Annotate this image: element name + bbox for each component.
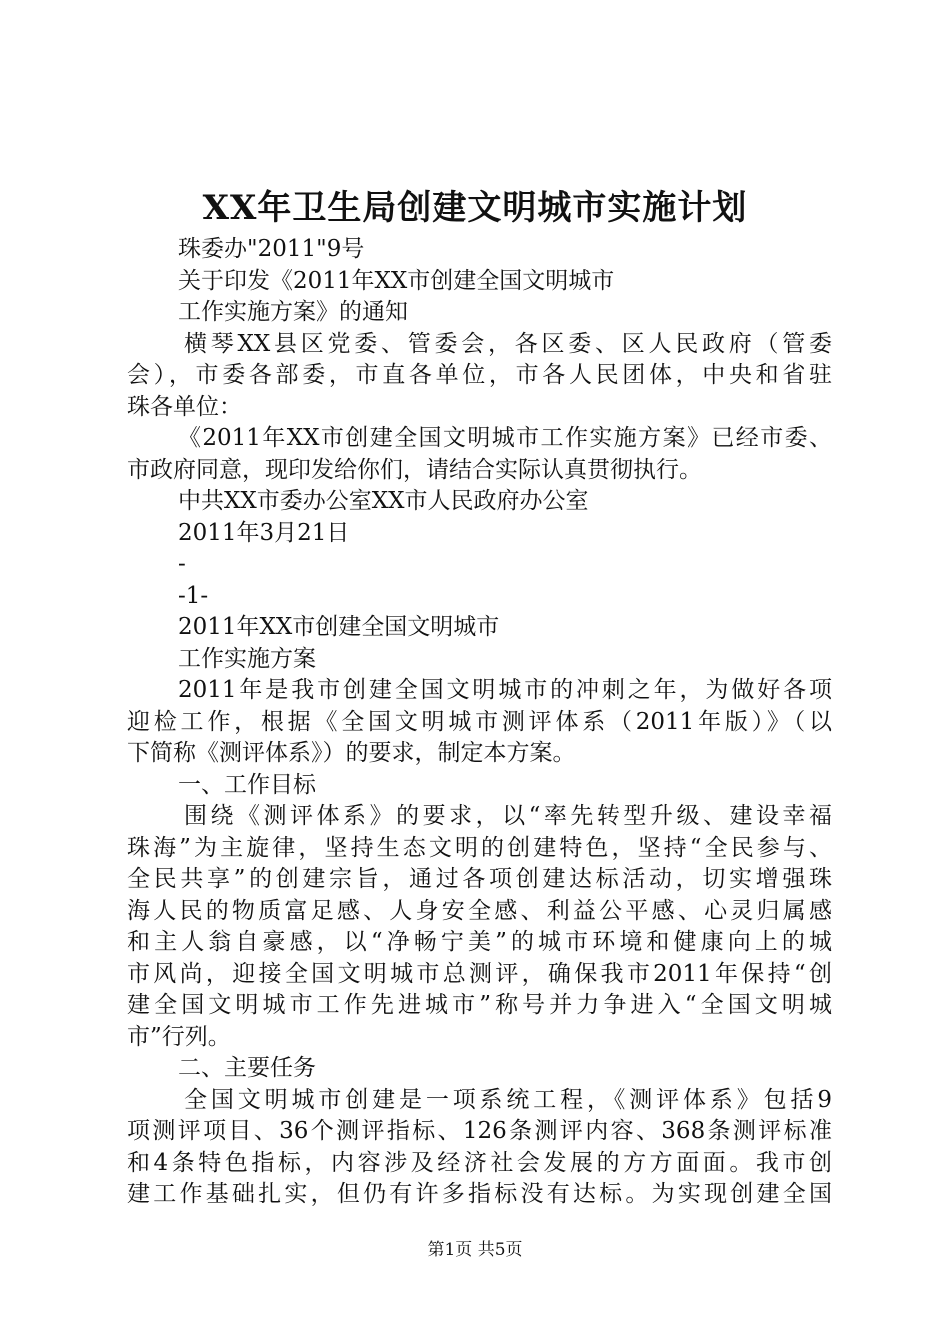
page-marker: -1- [178,582,209,609]
separator-dash: - [178,551,186,577]
recipients-line: 横琴XX县区党委、管委会，各区委、区人民政府（管委 [184,330,832,357]
recipients-line: 会），市委各部委，市直各单位，市各人民团体，中央和省驻 [127,362,832,388]
goals-paragraph-line: 市风尚，迎接全国文明城市总测评，确保我市2011年保持“创 [127,960,832,987]
goals-paragraph-line: 珠海”为主旋律，坚持生态文明的创建特色，坚持“全民参与、 [127,834,832,861]
intro-paragraph-line: 2011年是我市创建全国文明城市的冲刺之年，为做好各项 [178,677,832,703]
plan-heading-line-1: 2011年XX市创建全国文明城市 [178,614,500,640]
goals-paragraph-line: 全民共享”的创建宗旨，通过各项创建达标活动，切实增强珠 [127,866,832,892]
document-body [127,234,832,1211]
notice-heading-line-2: 工作实施方案》的通知 [178,299,408,325]
notice-body-line: 市政府同意，现印发给你们，请结合实际认真贯彻执行。 [127,456,702,483]
goals-paragraph-line: 和主人翁自豪感，以“净畅宁美”的城市环境和健康向上的城 [127,929,832,955]
tasks-paragraph-line: 建工作基础扎实，但仍有许多指标没有达标。为实现创建全国 [127,1181,832,1207]
plan-heading-line-2: 工作实施方案 [178,645,316,672]
tasks-paragraph-line: 和4条特色指标，内容涉及经济社会发展的方方面面。我市创 [127,1149,832,1176]
recipients-line: 珠各单位： [127,393,242,420]
tasks-paragraph-line: 项测评项目、36个测评指标、126条测评内容、368条测评标准 [127,1118,832,1144]
goals-paragraph-line: 海人民的物质富足感、人身安全感、利益公平感、心灵归属感 [127,897,832,924]
goals-paragraph-line: 市”行列。 [127,1023,231,1050]
document-title: XX年卫生局创建文明城市实施计划 [202,188,748,228]
intro-paragraph-line: 下简称《测评体系》）的要求，制定本方案。 [127,740,576,766]
tasks-paragraph-line: 全国文明城市创建是一项系统工程，《测评体系》包括9 [184,1086,832,1113]
intro-paragraph-line: 迎检工作，根据《全国文明城市测评体系（2011年版）》（以 [127,708,832,735]
document-number: 珠委办"2011"9号 [178,236,365,262]
page-footer: 第1页 共5页 [427,1240,523,1260]
notice-body-line: 《2011年XX市创建全国文明城市工作实施方案》已经市委、 [178,425,832,451]
issue-date: 2011年3月21日 [178,519,350,546]
issuer-line: 中共XX市委办公室XX市人民政府办公室 [178,488,589,514]
section-heading-goals: 一、工作目标 [178,771,316,798]
goals-paragraph-line: 围绕《测评体系》的要求，以“率先转型升级、建设幸福 [184,803,832,829]
section-heading-tasks: 二、主要任务 [178,1055,316,1081]
notice-heading-line-1: 关于印发《2011年XX市创建全国文明城市 [178,267,615,294]
goals-paragraph-line: 建全国文明城市工作先进城市”称号并力争进入“全国文明城 [127,992,832,1018]
